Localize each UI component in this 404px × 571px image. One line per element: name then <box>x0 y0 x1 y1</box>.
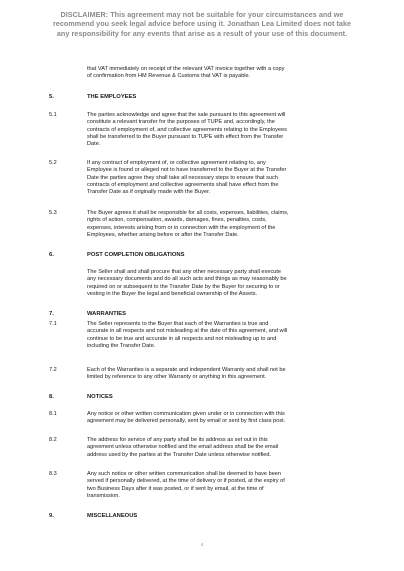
section-number: 8. <box>49 394 54 400</box>
section-number: 6. <box>49 252 54 258</box>
text-line: vesting in the Buyer the legal and beneficial ownership of the Assets. <box>87 290 258 297</box>
clause-text <box>87 112 359 148</box>
text-line: The Seller shall and shall procure that any other necessary party shall execute <box>87 269 282 275</box>
text-line: continue to be true and accurate in all respects and not misleading up to and <box>87 335 277 342</box>
text-line: any necessary documents and do all such acts and things as may reasonably be <box>87 276 287 283</box>
text-line: expenses, interests arising from or in connection with the employment of the <box>87 224 276 231</box>
text-line: that VAT immediately on receipt of the relevant VAT invoice together with a copy <box>87 66 285 72</box>
text-line: The parties acknowledge and agree that the sale pursuant to this agreement will <box>87 112 286 118</box>
clause-number: 7.2 <box>49 367 57 373</box>
section-body <box>87 269 359 298</box>
text-line: rights of action, compensation, awards, damages, fines, penalties, costs, <box>87 217 267 224</box>
text-line: Employee is found or alleged not to have transferred to the Buyer at the Transfer <box>87 167 287 174</box>
text-line: Employees, whether arising before or after the Transfer Date. <box>87 231 239 238</box>
clause-number: 5.1 <box>49 112 57 118</box>
clause-number: 8.2 <box>49 437 57 443</box>
text-line: contracts of employment and collective agreements shall have effect from the <box>87 181 279 188</box>
clause-number: 7.1 <box>49 321 57 327</box>
text-line: served if personally delivered, at the time of delivery or if posted, at the expiry of <box>87 478 285 485</box>
clause-number: 8.1 <box>49 411 57 417</box>
clause-number: 8.3 <box>49 471 57 477</box>
disclaimer-line: DISCLAIMER: This agreement may not be suitable for your circumstances and we <box>60 10 344 19</box>
text-line: contracts of employment of, and collective agreements relating to the Employees <box>87 126 287 133</box>
clause-number: 5.3 <box>49 210 57 216</box>
section-title: THE EMPLOYEES <box>87 94 137 100</box>
section-number: 7. <box>49 311 54 317</box>
text-line: shall be transferred to the Buyer pursuant to TUPE with effect from the Transfer <box>87 133 284 140</box>
text-line: address used by the parties at the Transfer Date unless otherwise notified. <box>87 451 272 458</box>
clause-text <box>87 367 359 382</box>
section-title: WARRANTIES <box>87 311 126 317</box>
text-line: The address for service of any party shall be its address as set out in this <box>87 437 268 443</box>
text-line: The Buyer agrees it shall be responsible for all costs, expenses, liabilities, claims, <box>87 210 289 216</box>
clause-text <box>87 437 359 459</box>
clause-text <box>87 160 359 196</box>
section-title: NOTICES <box>87 394 113 400</box>
clause-text <box>87 411 359 426</box>
clause-text <box>87 321 359 350</box>
text-line: Any such notice or other written communication shall be deemed to have been <box>87 471 282 477</box>
text-line: of confirmation from HM Revenue & Customs that VAT is payable. <box>87 73 251 80</box>
disclaimer-line: any responsibility for any events that arise as a result of your use of this document. <box>56 28 348 38</box>
text-line: constitute a relevant transfer for the purposes of TUPE and, accordingly, the <box>87 119 275 126</box>
text-line: agreement may be delivered personally, sent by email or sent by first class post. <box>87 418 286 425</box>
section-title: MISCELLANEOUS <box>87 513 138 519</box>
text-line: limited by reference to any other Warranty or anything in this agreement. <box>87 374 267 381</box>
intro-paragraph <box>87 66 359 81</box>
text-line: Date the parties agree they shall take all necessary steps to ensure that such <box>87 174 278 181</box>
clause-text <box>87 471 359 500</box>
text-line: agreement unless otherwise notified and the email address shall be the email <box>87 444 279 451</box>
text-line: The Seller represents to the Buyer that each of the Warranties is true and <box>87 321 269 327</box>
text-line: Date. <box>87 141 101 147</box>
text-line: Each of the Warranties is a separate and independent Warranty and shall not be <box>87 367 286 373</box>
text-line: accurate in all respects and not misleading at the date of this agreement, and will <box>87 328 288 335</box>
page-number: 4 <box>200 542 204 547</box>
section-number: 9. <box>49 513 54 519</box>
section-number: 5. <box>49 94 54 100</box>
clause-number: 5.2 <box>49 160 57 166</box>
text-line: required on or subsequent to the Transfer Date by the Buyer for securing to or <box>87 283 280 290</box>
text-line: Any notice or other written communication given under or in connection with this <box>87 411 285 417</box>
text-line: If any contract of employment of, or collective agreement relating to, any <box>87 160 266 166</box>
text-line: two Business Days after it was posted, or if sent by email, at the time of <box>87 485 264 492</box>
text-line: Transfer Date as if originally made with the Buyer. <box>87 189 211 195</box>
section-title: POST COMPLETION OBLIGATIONS <box>87 252 185 258</box>
text-line: transmission. <box>87 492 120 499</box>
clause-text <box>87 210 359 239</box>
disclaimer-line: recommend you seek legal advice before using it. Jonathan Lea Limited does not take <box>52 19 352 29</box>
text-line: including the Transfer Date. <box>87 342 156 349</box>
